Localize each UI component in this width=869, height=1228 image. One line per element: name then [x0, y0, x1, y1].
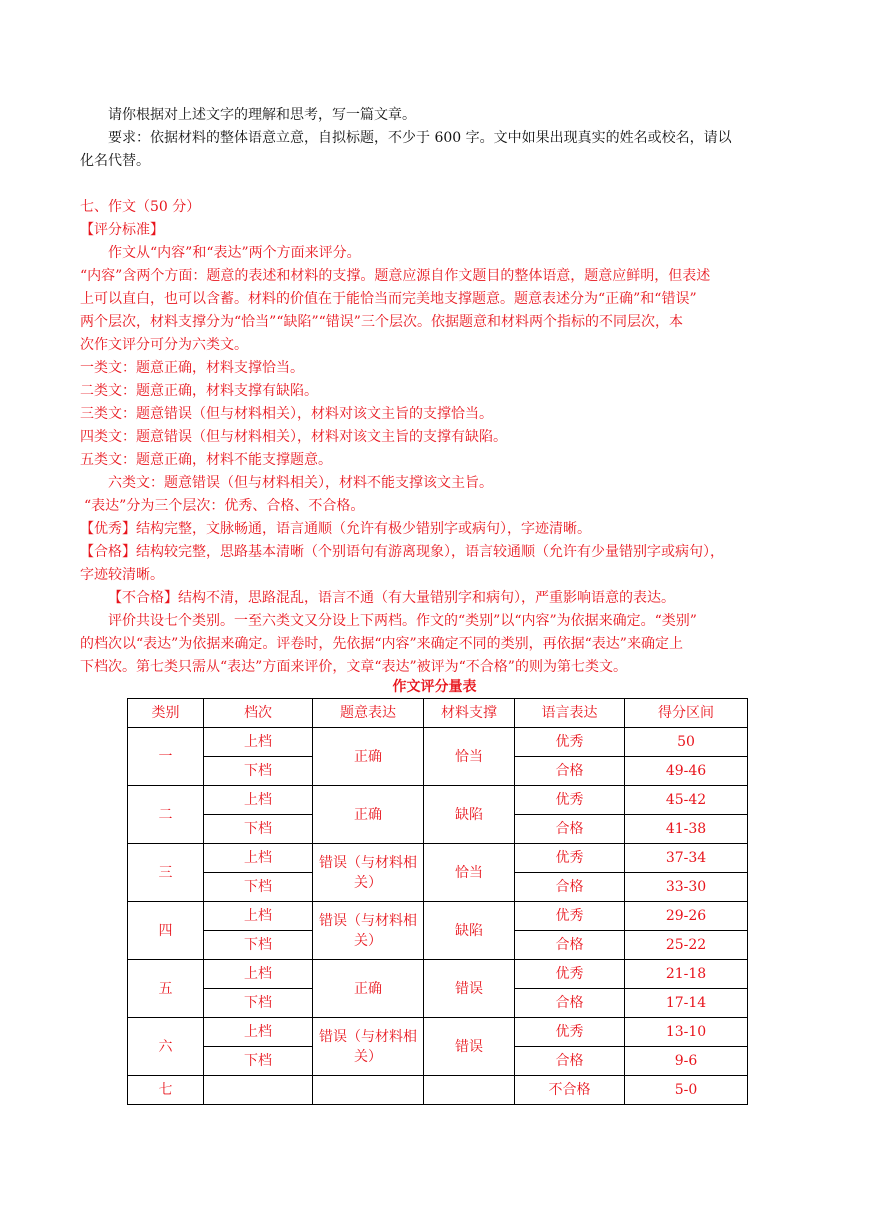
table-row	[128, 902, 748, 931]
language-cell: 合格	[515, 931, 625, 960]
header-cell: 材料支撑	[424, 699, 515, 728]
category-1: 一类文：题意正确，材料支撑恰当。	[80, 360, 304, 376]
material-cell: 缺陷	[424, 786, 515, 844]
language-cell: 优秀	[515, 844, 625, 873]
topic-cell: 正确	[313, 786, 424, 844]
language-cell: 合格	[515, 1047, 625, 1076]
table-row	[128, 786, 748, 815]
evaluation-line-1: 评价共设七个类别。一至六类文又分设上下两档。作文的“类别”以“内容”为依据来确定。“类别”	[108, 613, 697, 629]
table-row	[128, 1018, 748, 1047]
material-cell: 缺陷	[424, 902, 515, 960]
table-row	[128, 1076, 748, 1105]
category-cell: 三	[128, 844, 204, 902]
category-3: 三类文：题意错误（但与材料相关），材料对该文主旨的支撑恰当。	[80, 406, 493, 422]
score-cell: 13-10	[625, 1018, 748, 1047]
tier-cell: 下档	[204, 931, 313, 960]
language-cell: 不合格	[515, 1076, 625, 1105]
paragraph-2-line-2: 上可以直白，也可以含蓄。材料的价值在于能恰当而完美地支撑题意。题意表述分为“正确”和“错误”	[80, 291, 697, 307]
tier-cell: 上档	[204, 1018, 313, 1047]
table-row	[128, 844, 748, 873]
score-cell: 49-46	[625, 757, 748, 786]
material-cell: 恰当	[424, 728, 515, 786]
topic-cell	[313, 1076, 424, 1105]
category-6: 六类文：题意错误（但与材料相关），材料不能支撑该文主旨。	[108, 475, 493, 491]
intro-line-3: 化名代替。	[80, 153, 150, 169]
evaluation-line-3: 下档次。第七类只需从“表达”方面来评价，文章“表达”被评为“不合格”的则为第七类文。	[80, 659, 627, 675]
topic-cell: 错误（与材料相关）	[313, 902, 424, 960]
table-row	[128, 728, 748, 757]
evaluation-line-2: 的档次以“表达”为依据来确定。评卷时，先依据“内容”来确定不同的类别，再依据“表达”来确定上	[80, 636, 683, 652]
score-cell: 9-6	[625, 1047, 748, 1076]
tier-cell: 下档	[204, 757, 313, 786]
tier-cell: 下档	[204, 873, 313, 902]
level-pass-line-1: 【合格】结构较完整，思路基本清晰（个别语句有游离现象），语言较通顺（允许有少量错别字或病句），	[80, 544, 724, 560]
tier-cell: 上档	[204, 728, 313, 757]
section-heading: 七、作文（50 分）	[80, 199, 201, 215]
table-title: 作文评分量表	[392, 679, 477, 695]
topic-cell: 正确	[313, 960, 424, 1018]
level-fail: 【不合格】结构不清，思路混乱，语言不通（有大量错别字和病句），严重影响语意的表达。	[108, 590, 675, 606]
score-cell: 41-38	[625, 815, 748, 844]
language-cell: 合格	[515, 873, 625, 902]
score-cell: 50	[625, 728, 748, 757]
score-cell: 17-14	[625, 989, 748, 1018]
expression-levels: “表达”分为三个层次：优秀、合格、不合格。	[84, 498, 365, 514]
score-cell: 21-18	[625, 960, 748, 989]
material-cell: 恰当	[424, 844, 515, 902]
scoring-table	[127, 698, 748, 1105]
header-cell: 语言表达	[515, 699, 625, 728]
category-5: 五类文：题意正确，材料不能支撑题意。	[80, 452, 332, 468]
tier-cell	[204, 1076, 313, 1105]
paragraph-2-line-3: 两个层次，材料支撑分为“恰当”“缺陷”“错误”三个层次。依据题意和材料两个指标的不同层次，本	[80, 314, 683, 330]
score-cell: 29-26	[625, 902, 748, 931]
paragraph-2-line-4: 次作文评分可分为六类文。	[80, 337, 248, 353]
category-4: 四类文：题意错误（但与材料相关），材料对该文主旨的支撑有缺陷。	[80, 429, 507, 445]
table-row	[128, 960, 748, 989]
tier-cell: 下档	[204, 815, 313, 844]
intro-line-1: 请你根据对上述文字的理解和思考，写一篇文章。	[108, 107, 416, 123]
material-cell: 错误	[424, 960, 515, 1018]
paragraph-1: 作文从“内容”和“表达”两个方面来评分。	[108, 245, 361, 261]
intro-line-2: 要求：依据材料的整体语意立意，自拟标题，不少于 600 字。文中如果出现真实的姓名或校名，请以	[108, 130, 732, 146]
tier-cell: 上档	[204, 902, 313, 931]
header-cell: 题意表达	[313, 699, 424, 728]
score-cell: 37-34	[625, 844, 748, 873]
paragraph-2-line-1: “内容”含两个方面：题意的表述和材料的支撑。题意应源自作文题目的整体语意，题意应鲜明，但表述	[80, 268, 711, 284]
category-cell: 一	[128, 728, 204, 786]
category-cell: 六	[128, 1018, 204, 1076]
tier-cell: 上档	[204, 786, 313, 815]
level-excellent: 【优秀】结构完整，文脉畅通，语言通顺（允许有极少错别字或病句），字迹清晰。	[80, 521, 591, 537]
language-cell: 优秀	[515, 902, 625, 931]
header-cell: 档次	[204, 699, 313, 728]
tier-cell: 下档	[204, 1047, 313, 1076]
topic-cell: 正确	[313, 728, 424, 786]
language-cell: 优秀	[515, 1018, 625, 1047]
header-cell: 类别	[128, 699, 204, 728]
category-2: 二类文：题意正确，材料支撑有缺陷。	[80, 383, 318, 399]
language-cell: 优秀	[515, 786, 625, 815]
criteria-title: 【评分标准】	[80, 222, 164, 238]
language-cell: 合格	[515, 989, 625, 1018]
category-cell: 五	[128, 960, 204, 1018]
table-header-row	[128, 699, 748, 728]
category-cell: 七	[128, 1076, 204, 1105]
language-cell: 优秀	[515, 960, 625, 989]
header-cell: 得分区间	[625, 699, 748, 728]
category-cell: 二	[128, 786, 204, 844]
language-cell: 合格	[515, 757, 625, 786]
language-cell: 优秀	[515, 728, 625, 757]
material-cell: 错误	[424, 1018, 515, 1076]
score-cell: 33-30	[625, 873, 748, 902]
category-cell: 四	[128, 902, 204, 960]
tier-cell: 上档	[204, 960, 313, 989]
tier-cell: 上档	[204, 844, 313, 873]
topic-cell: 错误（与材料相关）	[313, 1018, 424, 1076]
topic-cell: 错误（与材料相关）	[313, 844, 424, 902]
tier-cell: 下档	[204, 989, 313, 1018]
score-cell: 25-22	[625, 931, 748, 960]
language-cell: 合格	[515, 815, 625, 844]
material-cell	[424, 1076, 515, 1105]
level-pass-line-2: 字迹较清晰。	[80, 567, 164, 583]
score-cell: 5-0	[625, 1076, 748, 1105]
score-cell: 45-42	[625, 786, 748, 815]
